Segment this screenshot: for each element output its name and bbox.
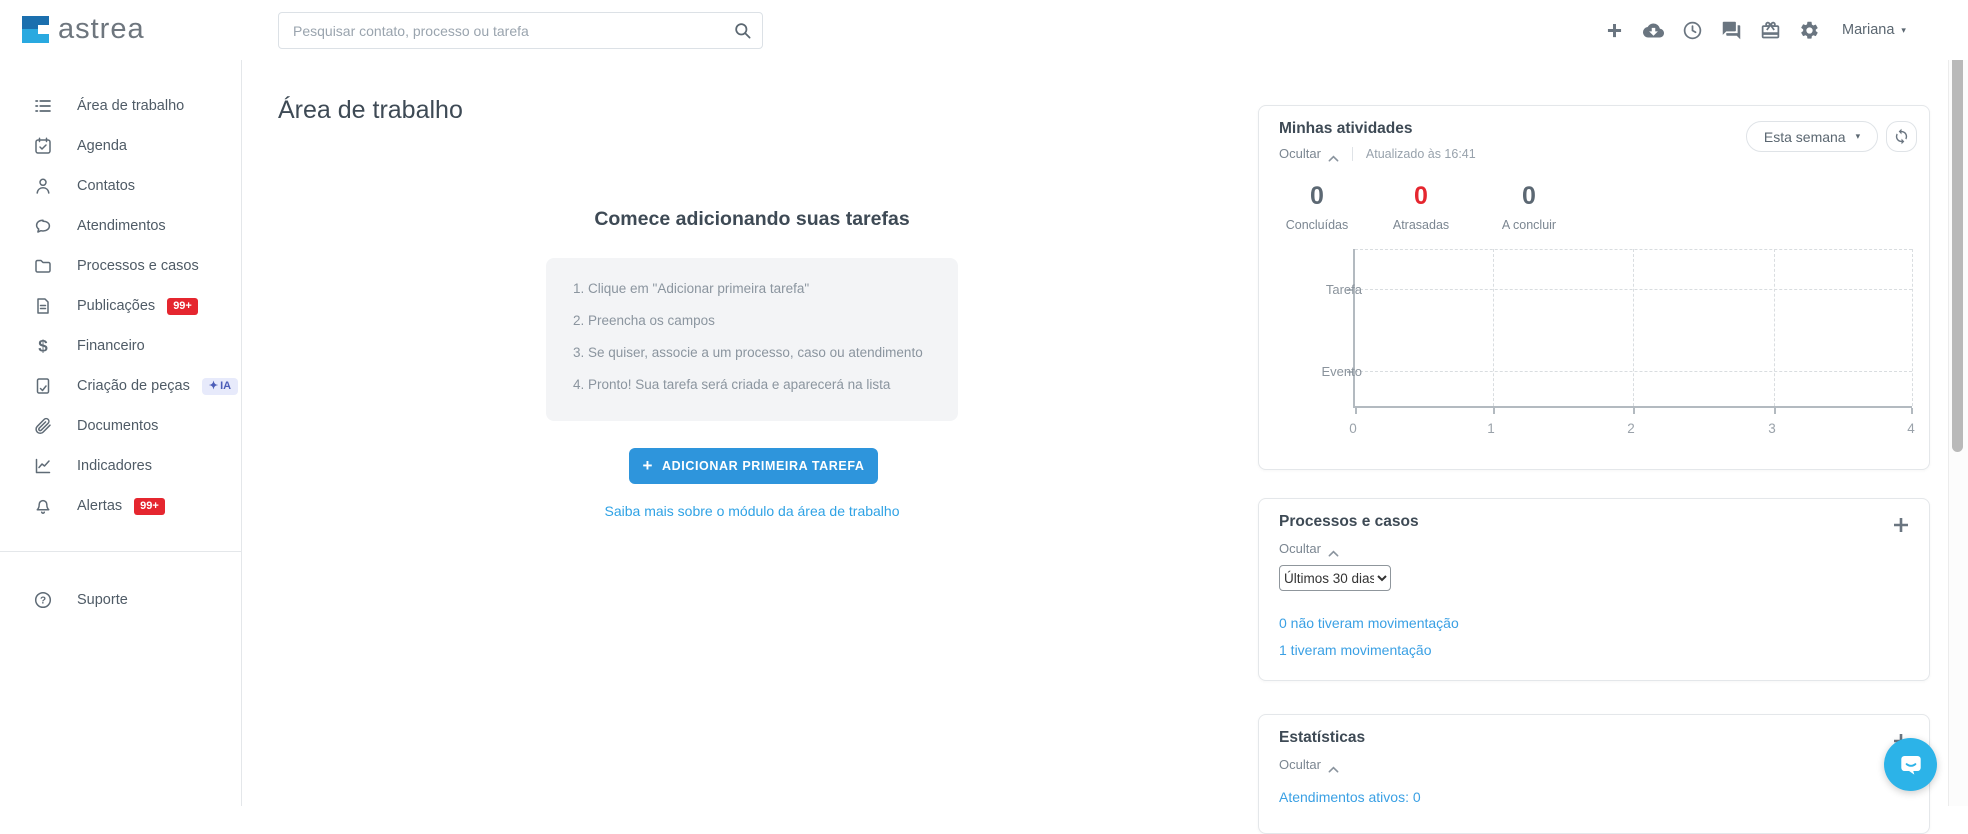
top-header: [0, 0, 1968, 60]
chat-launcher-button[interactable]: [1884, 738, 1937, 791]
empty-state-heading: Comece adicionando suas tarefas: [594, 208, 910, 230]
activities-bar-chart: [1353, 249, 1912, 408]
onboarding-step: 2. Preencha os campos: [573, 313, 715, 328]
bell-icon: [33, 496, 53, 516]
ia-badge: ✦ IA: [202, 378, 238, 395]
chevron-up-icon: [1328, 761, 1339, 769]
add-icon[interactable]: [1603, 19, 1625, 41]
stat-value: 0: [1310, 182, 1324, 210]
chart-icon: [33, 456, 53, 476]
gridline: [1912, 249, 1913, 406]
my-activities-hide-toggle[interactable]: Ocultar Atualizado às 16:41: [1279, 146, 1476, 161]
x-axis-tick-label: 0: [1349, 421, 1357, 436]
my-activities-title: Minhas atividades: [1279, 120, 1413, 137]
sidebar-item-processos-e-casos[interactable]: Processos e casos: [0, 246, 241, 286]
active-services-link[interactable]: Atendimentos ativos: 0: [1279, 789, 1421, 805]
sidebar-item-agenda[interactable]: Agenda: [0, 126, 241, 166]
stat-label: A concluir: [1501, 218, 1557, 232]
sidebar-item-indicadores[interactable]: Indicadores: [0, 446, 241, 486]
y-axis-label-tarefa: Tarefa: [1325, 282, 1362, 297]
chevron-down-icon: ▾: [1855, 131, 1861, 141]
sidebar-item-suporte[interactable]: ? Suporte: [0, 580, 241, 620]
calendar-icon: [33, 136, 53, 156]
statistics-title: Estatísticas: [1279, 729, 1366, 746]
chat-bubble-icon: [33, 216, 53, 236]
gridline: [1493, 249, 1494, 406]
sidebar-divider: [0, 551, 241, 552]
sidebar-item-criacao-de-pecas[interactable]: Criação de peças ✦ IA: [0, 366, 241, 406]
publicacoes-count-badge: 99+: [167, 298, 198, 315]
cases-period-select[interactable]: [1279, 565, 1391, 591]
gridline: [1633, 249, 1634, 406]
plus-icon: +: [642, 455, 654, 475]
stat-label: Atrasadas: [1392, 218, 1450, 232]
chat-messages-icon[interactable]: [1720, 19, 1742, 41]
search-icon[interactable]: [733, 21, 752, 40]
help-circle-icon: [33, 590, 53, 610]
updated-timestamp: Atualizado às 16:41: [1365, 146, 1476, 161]
cases-title: Processos e casos: [1279, 513, 1419, 530]
search-input[interactable]: [278, 12, 763, 49]
refresh-button[interactable]: [1886, 121, 1917, 152]
x-axis-tick-label: 4: [1907, 421, 1915, 436]
stat-atrasadas: [1373, 184, 1469, 232]
x-axis-tick-label: 3: [1768, 421, 1776, 436]
period-dropdown[interactable]: Esta semana ▾: [1746, 121, 1878, 152]
gridline: [1774, 249, 1775, 406]
sidebar-item-financeiro[interactable]: $ Financeiro: [0, 326, 241, 366]
sidebar-item-publicacoes[interactable]: Publicações 99+: [0, 286, 241, 326]
document-icon: [33, 296, 53, 316]
x-axis-tick: [1911, 408, 1913, 414]
chevron-up-icon: [1328, 545, 1339, 553]
alertas-count-badge: 99+: [134, 498, 165, 515]
stat-label: Concluídas: [1285, 218, 1349, 232]
statistics-card: [1258, 714, 1930, 834]
add-case-icon[interactable]: [1891, 515, 1911, 535]
cases-hide-toggle[interactable]: Ocultar: [1279, 541, 1339, 556]
chevron-up-icon: [1328, 150, 1339, 158]
stat-a-concluir: [1481, 184, 1577, 232]
no-movement-link[interactable]: 0 não tiveram movimentação: [1279, 615, 1459, 631]
separator: [1352, 147, 1353, 161]
settings-gear-icon[interactable]: [1798, 19, 1820, 41]
onboarding-step: 3. Se quiser, associe a um processo, caso ou atendimento: [573, 345, 923, 360]
stat-concluidas: [1269, 184, 1365, 232]
folder-icon: [33, 256, 53, 276]
astrea-logo-text: astrea: [58, 13, 145, 45]
my-activities-card: [1258, 105, 1930, 470]
x-axis-tick: [1355, 408, 1357, 414]
sidebar-item-documentos[interactable]: Documentos: [0, 406, 241, 446]
x-axis-tick: [1774, 408, 1776, 414]
scrollbar-thumb[interactable]: [1952, 2, 1963, 452]
stat-value: 0: [1522, 182, 1536, 210]
chevron-down-icon: ▾: [1901, 24, 1906, 35]
stat-value: 0: [1414, 182, 1428, 210]
sidebar-nav: [0, 60, 242, 806]
x-axis-tick-label: 2: [1627, 421, 1635, 436]
chat-smile-icon: [1897, 751, 1925, 779]
paperclip-icon: [33, 416, 53, 436]
svg-text:?: ?: [39, 595, 47, 607]
x-axis-tick: [1633, 408, 1635, 414]
dollar-icon: [33, 336, 53, 356]
cloud-download-icon[interactable]: [1642, 19, 1664, 41]
sparkle-icon: ✦: [208, 379, 219, 392]
cases-card: [1258, 498, 1930, 681]
sidebar-item-contatos[interactable]: Contatos: [0, 166, 241, 206]
sidebar-item-alertas[interactable]: Alertas 99+: [0, 486, 241, 526]
had-movement-link[interactable]: 1 tiveram movimentação: [1279, 642, 1432, 658]
user-icon: [33, 176, 53, 196]
y-axis-label-evento: Evento: [1321, 364, 1362, 379]
onboarding-step: 1. Clique em "Adicionar primeira tarefa": [573, 281, 810, 296]
svg-text:$: $: [38, 336, 48, 356]
list-icon: [33, 96, 53, 116]
history-clock-icon[interactable]: [1681, 19, 1703, 41]
global-search: [278, 12, 763, 49]
refresh-icon: [1893, 128, 1910, 145]
user-menu[interactable]: [1842, 0, 1906, 60]
page-title: Área de trabalho: [278, 96, 463, 124]
x-axis-tick: [1493, 408, 1495, 414]
astrea-logo[interactable]: [22, 15, 145, 44]
learn-more-link[interactable]: Saiba mais sobre o módulo da área de trabalho: [604, 503, 900, 519]
statistics-hide-toggle[interactable]: Ocultar: [1279, 757, 1339, 772]
sidebar-item-area-de-trabalho[interactable]: Área de trabalho: [0, 86, 241, 126]
astrea-logo-icon: [22, 16, 49, 43]
onboarding-steps-box: [546, 258, 958, 421]
doc-check-icon: [33, 376, 53, 396]
user-name: Mariana: [1842, 22, 1895, 38]
onboarding-step: 4. Pronto! Sua tarefa será criada e aparecerá na lista: [573, 377, 891, 392]
gift-icon[interactable]: [1759, 19, 1781, 41]
header-icon-bar: [1603, 0, 1820, 60]
x-axis-tick-label: 1: [1487, 421, 1495, 436]
add-first-task-button[interactable]: + ADICIONAR PRIMEIRA TAREFA: [629, 448, 878, 484]
sidebar-item-atendimentos[interactable]: Atendimentos: [0, 206, 241, 246]
